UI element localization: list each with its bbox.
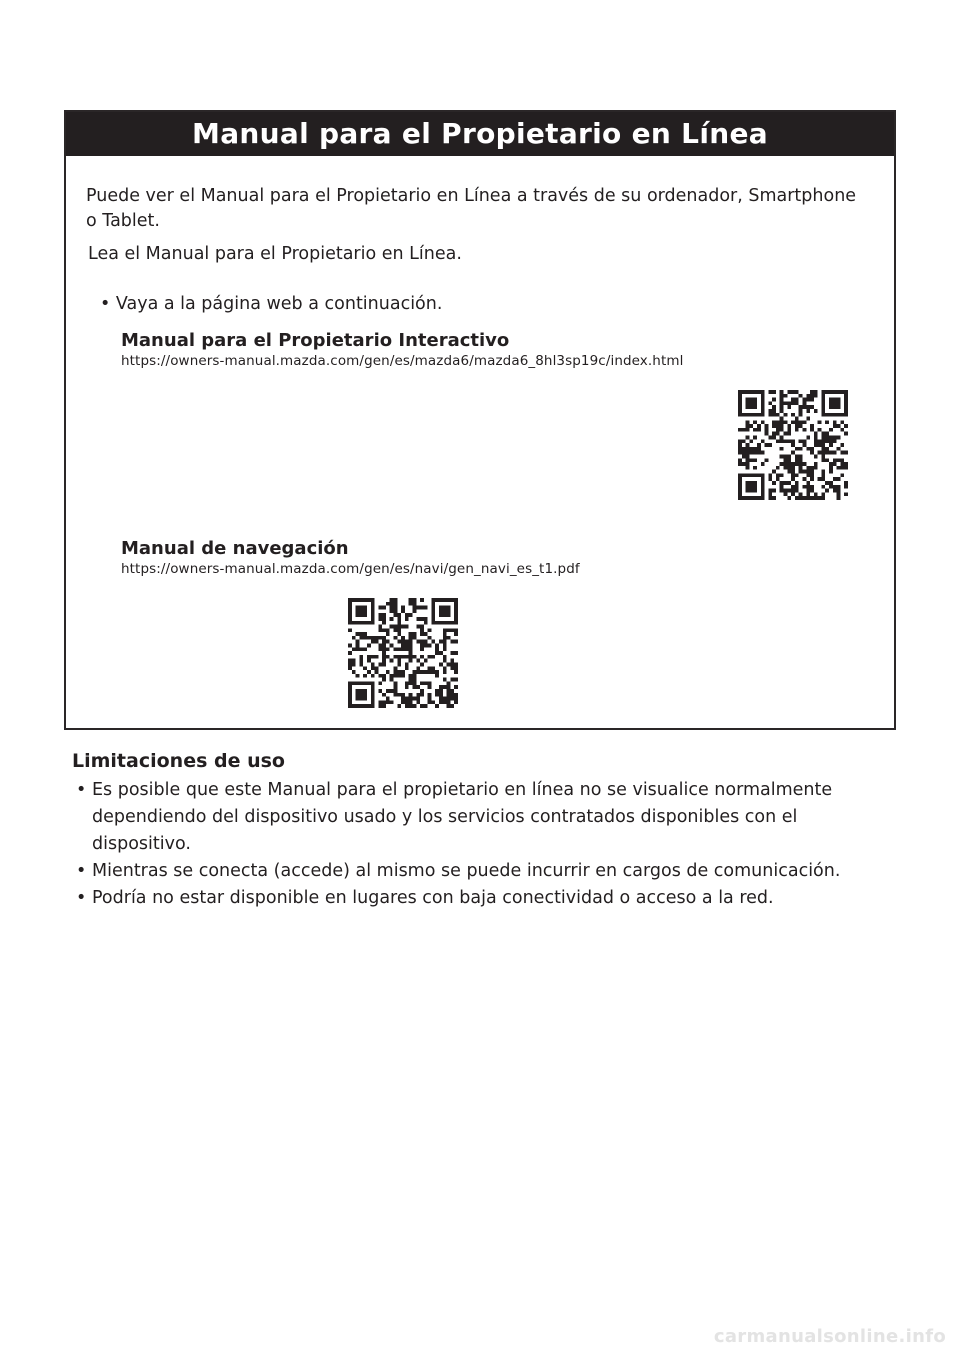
navigation-manual-title: Manual de navegación [121,538,349,559]
limitations-title: Limitaciones de uso [72,750,285,772]
panel-title: Manual para el Propietario en Línea [66,112,894,156]
intro-text: Puede ver el Manual para el Propietario en Línea a través de su ordenador, Smartphone o Tablet. [86,186,857,231]
qr-code-interactive-icon[interactable] [738,390,848,500]
qr-code-navigation-icon[interactable] [348,598,458,708]
interactive-manual-title: Manual para el Propietario Interactivo [121,330,510,351]
interactive-manual-url[interactable]: https://owners-manual.mazda.com/gen/es/mazda6/mazda6_8hl3sp19c/index.html [121,353,684,369]
navigation-manual-url[interactable]: https://owners-manual.mazda.com/gen/es/navi/gen_navi_es_t1.pdf [121,561,580,577]
usage-limitations [72,747,892,912]
list-item: • Podría no estar disponible en lugares con baja conectividad o acceso a la red. [72,885,892,912]
list-item: • Mientras se conecta (accede) al mismo se puede incurrir en cargos de comunicación. [72,858,892,885]
watermark-text: carmanualsonline.info [713,1326,946,1347]
read-manual-text: Lea el Manual para el Propietario en Línea. [88,244,462,264]
limitations-list [72,777,892,912]
online-manual-panel [64,110,896,730]
visit-website-bullet: • Vaya a la página web a continuación. [100,294,443,314]
list-item: • Es posible que este Manual para el propietario en línea no se visualice normalmente dependiendo del dispositivo usado y los servicios contratados disponibles con el dispositivo. [72,777,892,858]
